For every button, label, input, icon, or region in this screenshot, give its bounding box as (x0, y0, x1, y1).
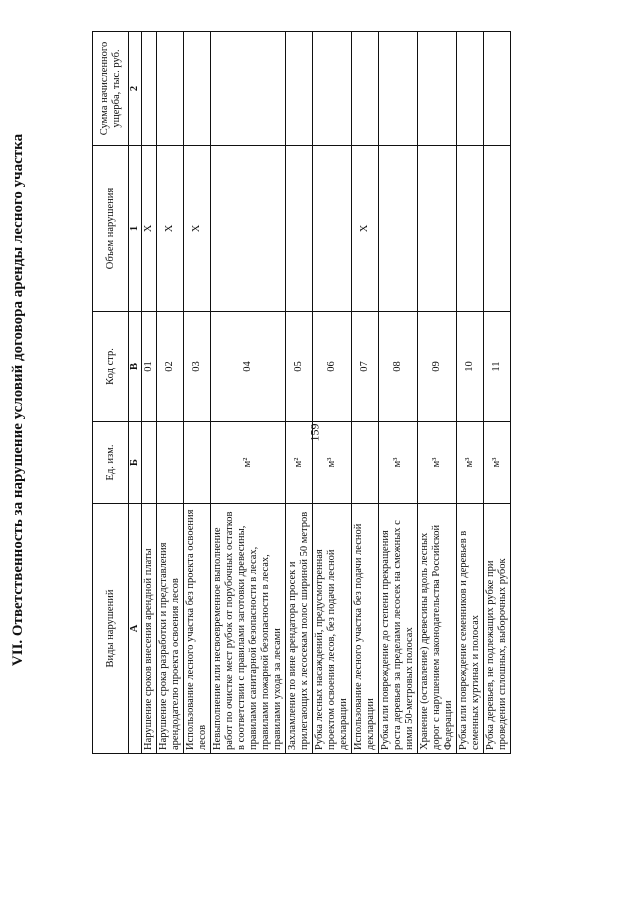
sum-cell (184, 32, 211, 146)
sum-cell (211, 32, 286, 146)
code-cell: 07 (352, 312, 379, 422)
col-header-violation: Виды нарушений (93, 504, 129, 754)
col-letter: Б (129, 422, 142, 504)
violations-table (92, 31, 511, 754)
violation-name-cell: Рубка или повреждение до степени прекращения роста деревьев за пределами лесосек на смежных с ними 50-метровых полосах (379, 504, 418, 754)
volume-cell (418, 146, 457, 312)
sum-cell (286, 32, 313, 146)
sum-cell (418, 32, 457, 146)
violation-name-cell: Рубка лесных насаждений, предусмотренная проектом освоения лесов, без подачи лесной декларации (313, 504, 352, 754)
sum-cell (142, 32, 157, 146)
violation-name-cell: Рубка деревьев, не подлежащих рубке при проведении сплошных, выборочных рубок (484, 504, 511, 754)
table-row (352, 32, 379, 754)
volume-cell (211, 146, 286, 312)
table-row (142, 32, 157, 754)
violation-name-cell: Рубка или повреждение семенников и деревьев в семенных куртинах и полосах (457, 504, 484, 754)
page-number: 159 (307, 423, 322, 442)
volume-cell (379, 146, 418, 312)
volume-cell (286, 146, 313, 312)
table-row (457, 32, 484, 754)
col-header-code: Код стр. (93, 312, 129, 422)
volume-cell (313, 146, 352, 312)
violation-name-cell: Захламление по вине арендатора просек и прилегающих к лесосекам полос шириной 50 метров (286, 504, 313, 754)
col-letter: В (129, 312, 142, 422)
code-cell: 10 (457, 312, 484, 422)
code-cell: 05 (286, 312, 313, 422)
col-letter: 1 (129, 146, 142, 312)
unit-cell (142, 422, 157, 504)
volume-cell: X (142, 146, 157, 312)
table-row (379, 32, 418, 754)
unit-cell: м³ (379, 422, 418, 504)
header-row (93, 32, 129, 754)
table-row (184, 32, 211, 754)
code-cell: 03 (184, 312, 211, 422)
violation-name-cell: Нарушение сроков внесения арендной платы (142, 504, 157, 754)
unit-cell (352, 422, 379, 504)
table-row (211, 32, 286, 754)
violation-name-cell: Использование лесного участка без подачи лесной декларации (352, 504, 379, 754)
sum-cell (484, 32, 511, 146)
sum-cell (379, 32, 418, 146)
table-row (418, 32, 457, 754)
violation-name-cell: Использование лесного участка без проекта освоения лесов (184, 504, 211, 754)
unit-cell: м³ (418, 422, 457, 504)
code-cell: 09 (418, 312, 457, 422)
violation-name-cell: Невыполнение или несвоевременное выполнение работ по очистке мест рубок от порубочных остатков в соответствии с правилами заготовки древесины, правилами санитарной безопасности в лесах, правилами пожарной безопасности в лесах, правилами ухода за лесами (211, 504, 286, 754)
violation-name-cell: Нарушение срока разработки и представления арендодателю проекта освоения лесов (157, 504, 184, 754)
col-letter: А (129, 504, 142, 754)
unit-cell: м² (211, 422, 286, 504)
code-cell: 06 (313, 312, 352, 422)
col-header-volume: Объем нарушения (93, 146, 129, 312)
table-row (313, 32, 352, 754)
table-row (157, 32, 184, 754)
code-cell: 01 (142, 312, 157, 422)
sum-cell (352, 32, 379, 146)
code-cell: 04 (211, 312, 286, 422)
code-cell: 11 (484, 312, 511, 422)
sum-cell (457, 32, 484, 146)
letter-row (129, 32, 142, 754)
unit-cell (157, 422, 184, 504)
code-cell: 02 (157, 312, 184, 422)
sum-cell (157, 32, 184, 146)
violation-name-cell: Хранение (оставление) древесины вдоль лесных дорог с нарушением законодательства Российской Федерации (418, 504, 457, 754)
code-cell: 08 (379, 312, 418, 422)
volume-cell: X (184, 146, 211, 312)
unit-cell: м³ (457, 422, 484, 504)
unit-cell: м² (286, 422, 313, 504)
unit-cell (184, 422, 211, 504)
unit-cell: м³ (313, 422, 352, 504)
volume-cell: X (157, 146, 184, 312)
unit-cell: м³ (484, 422, 511, 504)
col-header-unit: Ед. изм. (93, 422, 129, 504)
col-letter: 2 (129, 32, 142, 146)
sum-cell (313, 32, 352, 146)
volume-cell (457, 146, 484, 312)
section-title: VII. Ответственность за нарушение условий договора аренды лесного участка (10, 133, 26, 667)
table-row (286, 32, 313, 754)
volume-cell (484, 146, 511, 312)
col-header-sum: Сумма начисленного ущерба, тыс. руб. (93, 32, 129, 146)
table-row (484, 32, 511, 754)
volume-cell: X (352, 146, 379, 312)
